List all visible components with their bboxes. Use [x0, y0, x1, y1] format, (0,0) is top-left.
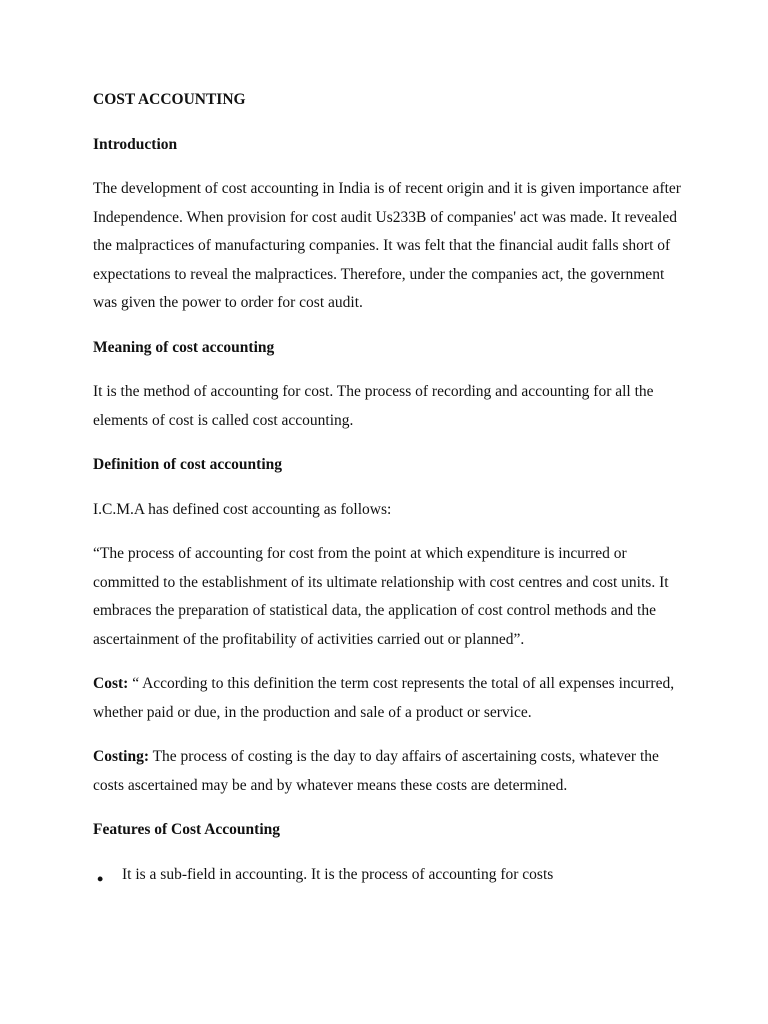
- feature-list-item: [93, 861, 683, 890]
- intro-paragraph: The development of cost accounting in India is of recent origin and it is given importance after Independence. When provision for cost audit Us233B of companies' act was made. It revealed the malpractices of manufacturing companies. It was felt that the financial audit falls short of expectations to reveal the malpractices. Therefore, under the companies act, the government was given the power to order for cost audit.: [93, 180, 681, 311]
- cost-text: “ According to this definition the term cost represents the total of all expenses incurred, whether paid or due, in the production and sale of a product or service.: [93, 675, 675, 721]
- costing-text: The process of costing is the day to day affairs of ascertaining costs, whatever the costs ascertained may be and by whatever means these costs are determined.: [93, 748, 659, 794]
- costing-paragraph: [93, 743, 683, 800]
- feature-text: It is a sub-field in accounting. It is the process of accounting for costs: [122, 865, 554, 883]
- definition-quote: “The process of accounting for cost from the point at which expenditure is incurred or committed to the establishment of its ultimate relationship with cost centres and cost units. It embraces the preparation of statistical data, the application of cost control methods and the ascertainment of the profitability of activities carried out or planned”.: [93, 545, 669, 648]
- definition-intro: I.C.M.A has defined cost accounting as follows:: [93, 500, 392, 518]
- intro-heading: Introduction: [93, 135, 178, 153]
- costing-label: Costing:: [93, 748, 149, 765]
- definition-heading: Definition of cost accounting: [93, 456, 283, 473]
- document-title: COST ACCOUNTING: [93, 91, 246, 108]
- document-content: [93, 86, 683, 889]
- meaning-paragraph: It is the method of accounting for cost. The process of recording and accounting for all the elements of cost is called cost accounting.: [93, 383, 654, 429]
- bullet-icon: •: [97, 868, 104, 889]
- cost-label: Cost:: [93, 675, 129, 692]
- cost-paragraph: [93, 670, 683, 727]
- meaning-heading: Meaning of cost accounting: [93, 338, 275, 356]
- features-heading: Features of Cost Accounting: [93, 821, 280, 838]
